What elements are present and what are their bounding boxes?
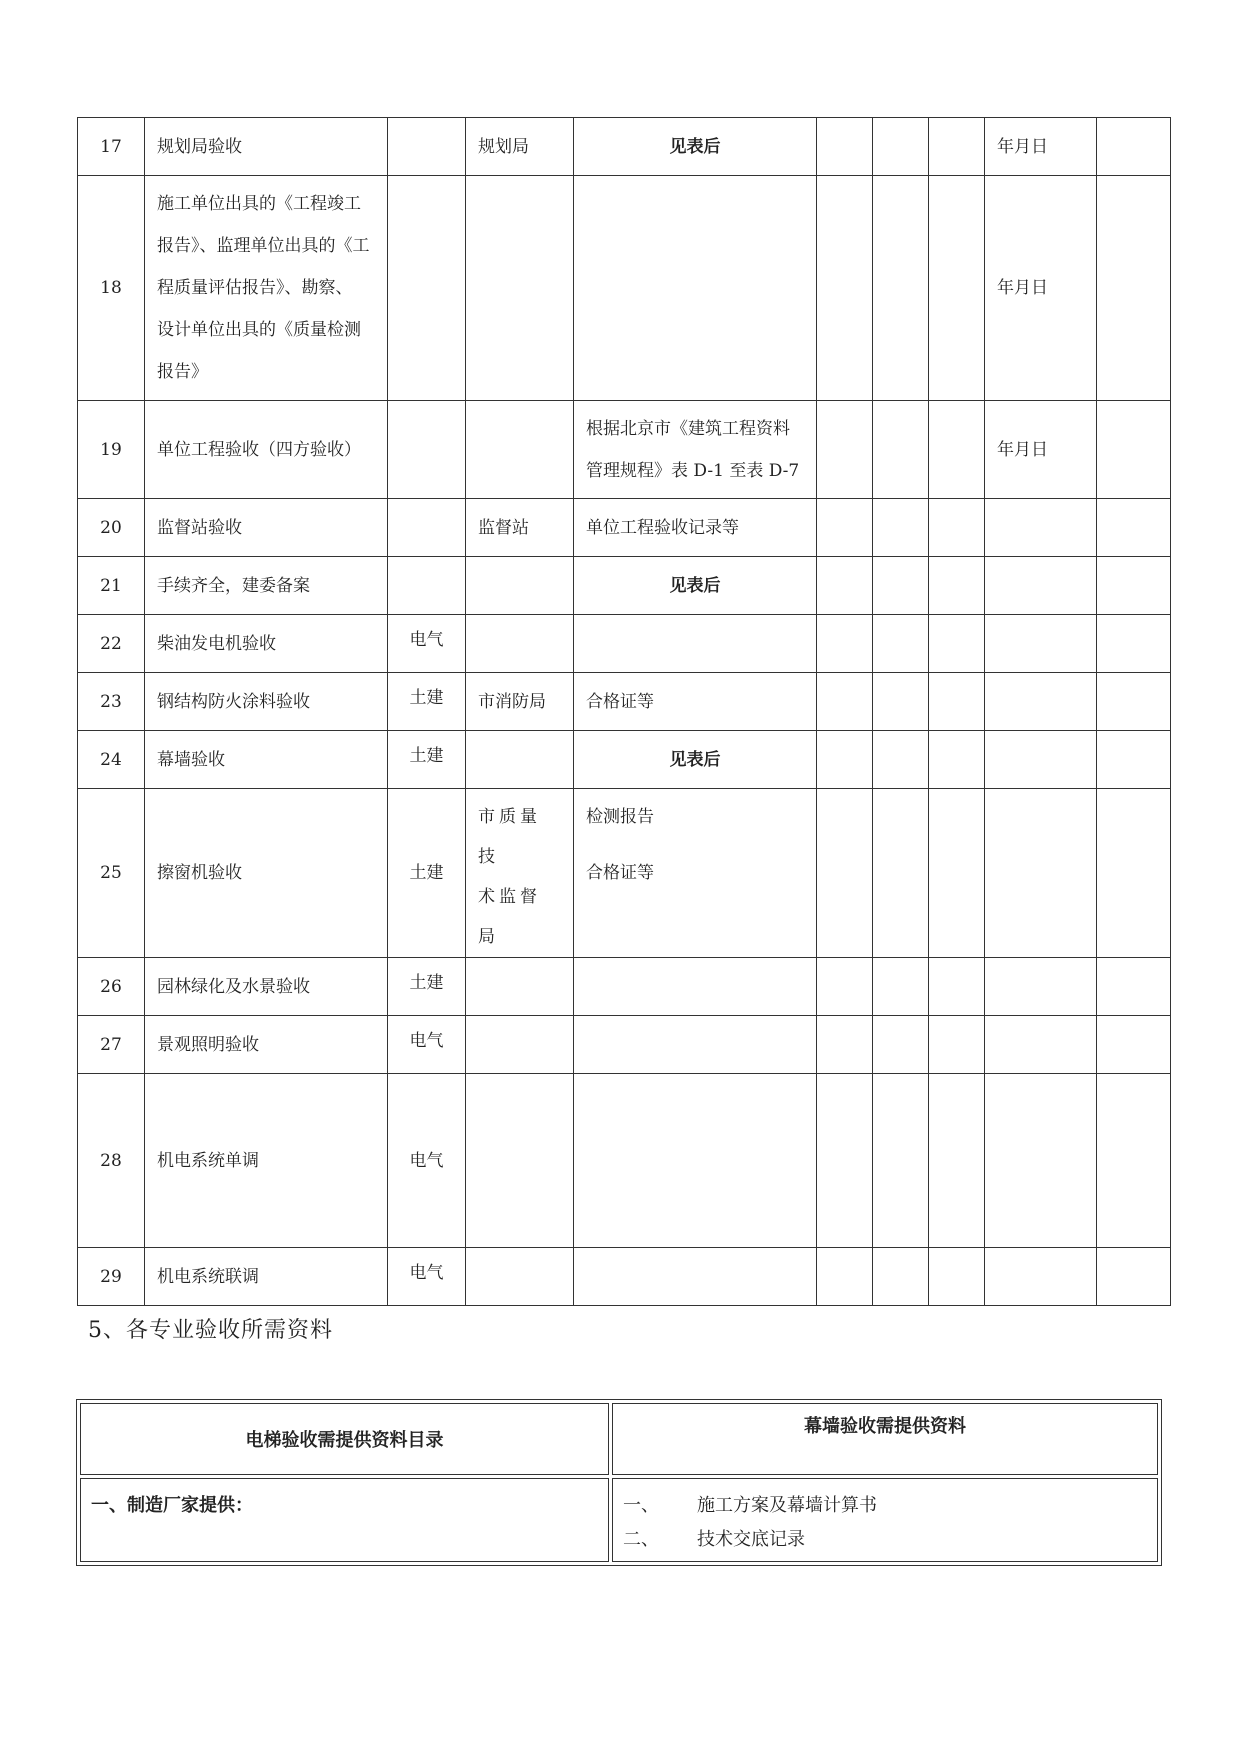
docs-line: 根据北京市《建筑工程资料 (586, 418, 790, 439)
profession (388, 176, 466, 401)
row-number: 20 (78, 499, 145, 557)
empty-cell (817, 789, 873, 958)
item-line: 设计单位出具的《质量检测 (157, 320, 361, 340)
table-row (78, 118, 1171, 176)
empty-cell (929, 1016, 985, 1074)
agency (466, 176, 574, 401)
agency (466, 1074, 574, 1248)
item-name: 幕墙验收 (145, 731, 388, 789)
item-line: 报告》、监理单位出具的《工 (157, 236, 370, 256)
date-cell: 年月日 (985, 118, 1097, 176)
agency (466, 958, 574, 1016)
table-row (78, 557, 1171, 615)
required-docs (574, 401, 817, 499)
date-cell (985, 557, 1097, 615)
empty-cell (1097, 1074, 1171, 1248)
empty-cell (1097, 1016, 1171, 1074)
table-row (80, 1478, 1158, 1562)
empty-cell (1097, 673, 1171, 731)
table-row (78, 731, 1171, 789)
curtain-wall-docs-header: 幕墙验收需提供资料 (612, 1403, 1158, 1475)
date-cell: 年月日 (985, 176, 1097, 401)
date-cell (985, 1016, 1097, 1074)
empty-cell (873, 1016, 929, 1074)
empty-cell (817, 557, 873, 615)
empty-cell (817, 731, 873, 789)
profession: 土建 (388, 731, 466, 789)
required-docs (574, 615, 817, 673)
empty-cell (873, 615, 929, 673)
empty-cell (873, 557, 929, 615)
table-row (78, 789, 1171, 958)
item-name: 园林绿化及水景验收 (145, 958, 388, 1016)
empty-cell (1097, 176, 1171, 401)
required-docs: 见表后 (574, 557, 817, 615)
date-cell (985, 499, 1097, 557)
acceptance-schedule-table (77, 117, 1171, 1306)
profession (388, 401, 466, 499)
row-number: 22 (78, 615, 145, 673)
date-cell (985, 615, 1097, 673)
docs-line: 管理规程》表 D-1 至表 D-7 (586, 460, 800, 481)
item-name: 擦窗机验收 (145, 789, 388, 958)
agency-line: 术监督局 (478, 887, 541, 947)
item-name: 监督站验收 (145, 499, 388, 557)
empty-cell (873, 789, 929, 958)
empty-cell (1097, 731, 1171, 789)
row-number: 19 (78, 401, 145, 499)
agency (466, 789, 574, 958)
table-row (78, 958, 1171, 1016)
empty-cell (817, 118, 873, 176)
list-text: 施工方案及幕墙计算书 (697, 1495, 877, 1516)
empty-cell (873, 731, 929, 789)
empty-cell (873, 1074, 929, 1248)
empty-cell (873, 673, 929, 731)
row-number: 27 (78, 1016, 145, 1074)
profession: 土建 (388, 673, 466, 731)
date-cell (985, 1074, 1097, 1248)
row-number: 26 (78, 958, 145, 1016)
item-name: 钢结构防火涂料验收 (145, 673, 388, 731)
profession: 电气 (388, 1248, 466, 1306)
list-item (623, 1523, 1147, 1557)
row-number: 23 (78, 673, 145, 731)
item-name: 柴油发电机验收 (145, 615, 388, 673)
list-text: 技术交底记录 (697, 1529, 805, 1550)
row-number: 25 (78, 789, 145, 958)
empty-cell (817, 1074, 873, 1248)
empty-cell (873, 1248, 929, 1306)
curtain-wall-docs-list (612, 1478, 1158, 1562)
empty-cell (929, 176, 985, 401)
profession: 土建 (388, 958, 466, 1016)
agency: 规划局 (466, 118, 574, 176)
empty-cell (929, 499, 985, 557)
date-cell (985, 789, 1097, 958)
empty-cell (929, 958, 985, 1016)
empty-cell (817, 499, 873, 557)
empty-cell (873, 499, 929, 557)
table-row (78, 1016, 1171, 1074)
table-row (78, 499, 1171, 557)
item-name: 单位工程验收（四方验收） (145, 401, 388, 499)
required-docs (574, 1074, 817, 1248)
row-number: 18 (78, 176, 145, 401)
empty-cell (817, 615, 873, 673)
agency (466, 731, 574, 789)
date-cell (985, 1248, 1097, 1306)
empty-cell (1097, 958, 1171, 1016)
table-row (78, 1248, 1171, 1306)
empty-cell (1097, 1248, 1171, 1306)
empty-cell (873, 401, 929, 499)
date-cell (985, 958, 1097, 1016)
list-item (623, 1489, 1147, 1523)
table-row (80, 1403, 1158, 1475)
empty-cell (929, 1074, 985, 1248)
profession: 土建 (388, 789, 466, 958)
empty-cell (873, 958, 929, 1016)
empty-cell (1097, 118, 1171, 176)
row-number: 21 (78, 557, 145, 615)
empty-cell (1097, 499, 1171, 557)
empty-cell (929, 1248, 985, 1306)
table-row (78, 673, 1171, 731)
empty-cell (1097, 615, 1171, 673)
empty-cell (817, 673, 873, 731)
table-row (78, 1074, 1171, 1248)
row-number: 17 (78, 118, 145, 176)
item-name: 机电系统联调 (145, 1248, 388, 1306)
item-line: 报告》 (157, 362, 208, 382)
section-title: 5、各专业验收所需资料 (88, 1318, 333, 1343)
empty-cell (1097, 789, 1171, 958)
list-index: 一、 (623, 1495, 659, 1516)
empty-cell (817, 958, 873, 1016)
empty-cell (929, 731, 985, 789)
empty-cell (817, 401, 873, 499)
empty-cell (929, 401, 985, 499)
required-docs (574, 1248, 817, 1306)
elevator-docs-header: 电梯验收需提供资料目录 (80, 1403, 609, 1475)
profession: 电气 (388, 1016, 466, 1074)
required-docs (574, 958, 817, 1016)
manufacturer-provides-label: 一、制造厂家提供： (80, 1478, 609, 1562)
profession: 电气 (388, 1074, 466, 1248)
profession (388, 499, 466, 557)
agency-line: 市质量技 (478, 807, 541, 867)
item-name (145, 176, 388, 401)
profession: 电气 (388, 615, 466, 673)
empty-cell (817, 1248, 873, 1306)
required-docs (574, 1016, 817, 1074)
item-name: 机电系统单调 (145, 1074, 388, 1248)
agency (466, 557, 574, 615)
table-row (78, 176, 1171, 401)
date-cell: 年月日 (985, 401, 1097, 499)
profession (388, 118, 466, 176)
empty-cell (929, 557, 985, 615)
row-number: 28 (78, 1074, 145, 1248)
required-docs (574, 176, 817, 401)
date-cell (985, 731, 1097, 789)
docs-line: 检测报告 (586, 807, 654, 827)
agency (466, 401, 574, 499)
empty-cell (929, 118, 985, 176)
table-row (78, 615, 1171, 673)
item-name: 手续齐全，建委备案 (145, 557, 388, 615)
empty-cell (873, 176, 929, 401)
item-name: 景观照明验收 (145, 1016, 388, 1074)
required-documents-table (76, 1399, 1162, 1566)
table-row (78, 401, 1171, 499)
empty-cell (817, 176, 873, 401)
row-number: 29 (78, 1248, 145, 1306)
date-cell (985, 673, 1097, 731)
required-docs: 见表后 (574, 118, 817, 176)
required-docs (574, 789, 817, 958)
agency: 监督站 (466, 499, 574, 557)
docs-line: 合格证等 (586, 863, 654, 883)
agency (466, 1016, 574, 1074)
empty-cell (929, 673, 985, 731)
empty-cell (817, 1016, 873, 1074)
item-line: 施工单位出具的《工程竣工 (157, 194, 361, 214)
required-docs: 见表后 (574, 731, 817, 789)
row-number: 24 (78, 731, 145, 789)
agency (466, 1248, 574, 1306)
agency (466, 615, 574, 673)
agency: 市消防局 (466, 673, 574, 731)
profession (388, 557, 466, 615)
required-docs: 单位工程验收记录等 (574, 499, 817, 557)
item-line: 程质量评估报告》、勘察、 (157, 278, 353, 298)
empty-cell (1097, 401, 1171, 499)
list-index: 二、 (623, 1529, 659, 1550)
empty-cell (929, 615, 985, 673)
empty-cell (929, 789, 985, 958)
item-name: 规划局验收 (145, 118, 388, 176)
empty-cell (873, 118, 929, 176)
empty-cell (1097, 557, 1171, 615)
required-docs: 合格证等 (574, 673, 817, 731)
